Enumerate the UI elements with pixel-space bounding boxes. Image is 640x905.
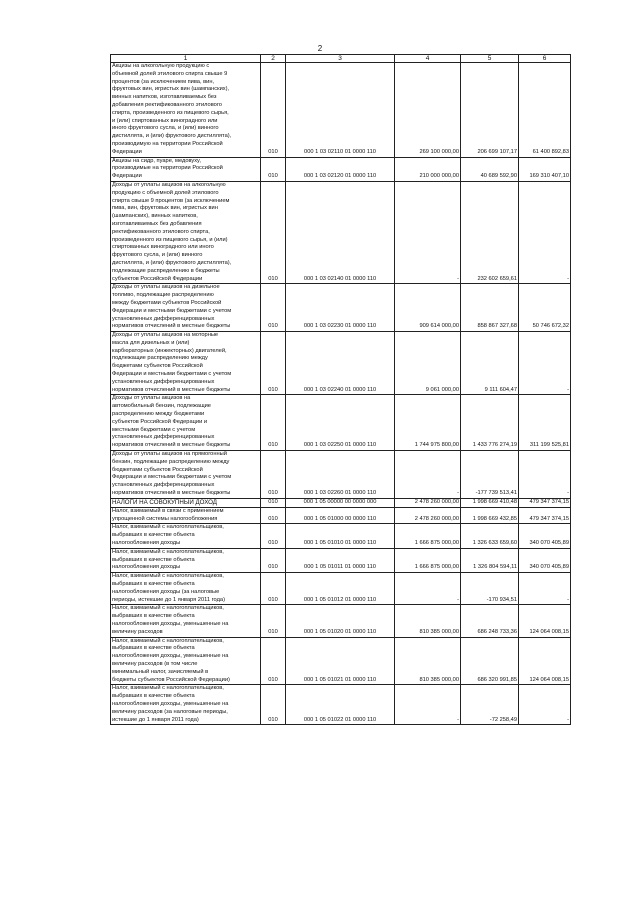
row-name — [111, 548, 261, 572]
row-name-line: Налог, взимаемый с налогоплательщиков, — [112, 605, 224, 612]
row-name-line: выбравших в качестве объекта — [112, 532, 195, 539]
row-name-line: минимальный налог, зачисляемый в — [112, 668, 209, 675]
row-fact-value: -170 934,51 — [461, 573, 519, 605]
row-name-line: пива, вин, фруктовых вин, игристых вин — [112, 205, 218, 212]
row-name-line: налогообложения доходы — [112, 540, 181, 547]
row-name-line: Доходы от уплаты акцизов на моторные — [112, 332, 219, 339]
row-name-line: величину расходов (за налоговые периоды, — [112, 708, 228, 715]
row-name-line: налогообложения доходы, уменьшенные на — [112, 700, 229, 707]
row-plan-value: 269 100 000,00 — [395, 63, 461, 158]
table-row — [111, 548, 571, 572]
row-name-line: Налог, взимаемый с налогоплательщиков, — [112, 524, 224, 531]
row-name-line: ректификованного этилового спирта, — [112, 228, 210, 235]
table-row — [111, 332, 571, 395]
row-name-line: Федерации и местными бюджетами с учетом — [112, 474, 232, 481]
row-name-line: топливо, подлежащие распределению — [112, 292, 214, 299]
table-row — [111, 284, 571, 332]
row-name-line: выбравших в качестве объекта — [112, 693, 195, 700]
row-name — [111, 507, 261, 524]
row-name-line: налогообложения доходы — [112, 564, 181, 571]
row-name-line: упрощенной системы налогообложения — [112, 515, 218, 522]
row-name-line: Налог, взимаемый с налогоплательщиков, — [112, 637, 224, 644]
table-row — [111, 157, 571, 181]
row-budget-code: 000 1 03 02260 01 0000 110 — [286, 451, 395, 499]
header-col-5: 5 — [461, 55, 519, 63]
row-fact-value: 40 689 592,90 — [461, 157, 519, 181]
row-name-line: налогообложения доходы (за налоговые — [112, 588, 220, 595]
row-name — [111, 685, 261, 725]
table-row — [111, 395, 571, 451]
row-name — [111, 605, 261, 637]
row-rest-value: - — [519, 573, 571, 605]
row-fact-value: 1 326 633 659,60 — [461, 524, 519, 548]
table-row — [111, 451, 571, 499]
row-name-line: производимую на территории Российской — [112, 140, 223, 147]
row-name-line: истекшие до 1 января 2011 года) — [112, 716, 199, 723]
row-name-line: нормативов отчислений в местные бюджеты — [112, 442, 231, 449]
row-fact-value: 1 326 804 594,11 — [461, 548, 519, 572]
table-row — [111, 507, 571, 524]
row-rest-value: 124 064 008,15 — [519, 637, 571, 685]
row-name — [111, 498, 261, 507]
row-name-line: Налог, взимаемый с налогоплательщиков, — [112, 685, 224, 692]
row-name-line: бюджеты субъектов Российской Федерации) — [112, 676, 230, 683]
row-name-line: между бюджетами субъектов Российской — [112, 299, 222, 306]
row-name-line: налогообложения доходы, уменьшенные на — [112, 620, 229, 627]
header-col-1: 1 — [111, 55, 261, 63]
row-budget-code: 000 1 03 02120 01 0000 110 — [286, 157, 395, 181]
row-name-line: продукцию с объемной долей этилового — [112, 189, 219, 196]
row-name-line: Доходы от уплаты акцизов на алкогольную — [112, 181, 226, 188]
table-row — [111, 498, 571, 507]
row-name-line: производимые на территории Российской — [112, 165, 223, 172]
row-budget-code: 000 1 03 02110 01 0000 110 — [286, 63, 395, 158]
row-budget-code: 000 1 05 01010 01 0000 110 — [286, 524, 395, 548]
row-rest-value: 340 070 405,89 — [519, 524, 571, 548]
row-fact-value: 686 248 733,36 — [461, 605, 519, 637]
table-row — [111, 637, 571, 685]
header-col-6: 6 — [519, 55, 571, 63]
row-line-code: 010 — [261, 284, 286, 332]
row-fact-value: 9 111 604,47 — [461, 332, 519, 395]
revenue-table — [110, 54, 571, 725]
row-fact-value: 206 699 107,17 — [461, 63, 519, 158]
table-row — [111, 573, 571, 605]
row-name-line: Федерации и местными бюджетами с учетом — [112, 307, 232, 314]
row-name-line: иного фруктового сусла, и (или) винного — [112, 125, 219, 132]
row-budget-code: 000 1 05 01012 01 0000 110 — [286, 573, 395, 605]
row-fact-value: -177 739 513,41 — [461, 451, 519, 499]
row-name-line: установленных дифференцированных — [112, 315, 215, 322]
row-line-code: 010 — [261, 605, 286, 637]
row-name-line: дистиллята, и (или) фруктового дистиллята), — [112, 133, 232, 140]
row-name-line: Федерации — [112, 173, 142, 180]
row-name-line: Налог, взимаемый в связи с применением — [112, 507, 224, 514]
row-plan-value: 2 478 260 000,00 — [395, 498, 461, 507]
row-line-code: 010 — [261, 573, 286, 605]
row-plan-value: 210 000 000,00 — [395, 157, 461, 181]
table-row — [111, 685, 571, 725]
row-name-line: дистиллята, и (или) фруктового дистиллята), — [112, 259, 232, 266]
row-name-line: объемной долей этилового спирта свыше 9 — [112, 70, 228, 77]
row-line-code: 010 — [261, 498, 286, 507]
row-rest-value: - — [519, 451, 571, 499]
row-rest-value: 479 347 374,15 — [519, 507, 571, 524]
row-rest-value: - — [519, 332, 571, 395]
row-budget-code: 000 1 05 01022 01 0000 110 — [286, 685, 395, 725]
row-budget-code: 000 1 05 00000 00 0000 000 — [286, 498, 395, 507]
table-body — [111, 63, 571, 725]
table-header-row — [111, 55, 571, 63]
row-name-line: выбравших в качестве объекта — [112, 613, 195, 620]
row-name-line: установленных дифференцированных — [112, 378, 215, 385]
row-line-code: 010 — [261, 548, 286, 572]
row-rest-value: - — [519, 685, 571, 725]
row-name-line: нормативов отчислений в местные бюджеты — [112, 490, 231, 497]
row-name-line: Доходы от уплаты акцизов на дизельное — [112, 284, 220, 291]
row-name-line: выбравших в качестве объекта — [112, 556, 195, 563]
row-name — [111, 284, 261, 332]
row-name — [111, 157, 261, 181]
row-name — [111, 524, 261, 548]
row-fact-value: 1 998 669 410,48 — [461, 498, 519, 507]
row-name-line: нормативов отчислений в местные бюджеты — [112, 386, 231, 393]
row-rest-value: 340 070 405,89 — [519, 548, 571, 572]
row-name-line: спирта, произведенного из пищевого сырья, — [112, 109, 229, 116]
row-rest-value: - — [519, 181, 571, 283]
row-rest-value: 169 310 407,10 — [519, 157, 571, 181]
row-plan-value: 1 666 875 000,00 — [395, 548, 461, 572]
row-name-line: налогообложения доходы, уменьшенные на — [112, 653, 229, 660]
row-rest-value: 61 400 892,83 — [519, 63, 571, 158]
row-name-line: бюджетами субъектов Российской — [112, 466, 203, 473]
row-line-code: 010 — [261, 395, 286, 451]
row-name-line: Акцизы на алкогольную продукцию с — [112, 63, 210, 69]
row-name-line: Налог, взимаемый с налогоплательщиков, — [112, 573, 224, 580]
row-name-line: винных напитков, изготавливаемых без — [112, 94, 217, 101]
row-budget-code: 000 1 05 01020 01 0000 110 — [286, 605, 395, 637]
row-name-line: Федерации — [112, 148, 142, 155]
row-line-code: 010 — [261, 637, 286, 685]
row-budget-code: 000 1 03 02250 01 0000 110 — [286, 395, 395, 451]
row-name-line: изготавливаемых без добавления — [112, 220, 202, 227]
row-fact-value: 686 320 991,85 — [461, 637, 519, 685]
row-fact-value: 858 867 327,68 — [461, 284, 519, 332]
row-name-line: НАЛОГИ НА СОВОКУПНЫЙ ДОХОД — [112, 498, 217, 506]
row-fact-value: -72 258,49 — [461, 685, 519, 725]
row-name-line: автомобильный бензин, подлежащие — [112, 403, 211, 410]
row-name-line: субъектов Российской Федерации и — [112, 418, 207, 425]
row-fact-value: 1 433 776 274,19 — [461, 395, 519, 451]
row-plan-value: - — [395, 573, 461, 605]
row-name-line: и (или) спиртованных виноградного или — [112, 117, 218, 124]
row-name-line: бюджетами субъектов Российской — [112, 363, 203, 370]
row-name-line: спирта свыше 9 процентов (за исключением — [112, 197, 230, 204]
row-budget-code: 000 1 03 02230 01 0000 110 — [286, 284, 395, 332]
row-name-line: масла для дизельных и (или) — [112, 339, 190, 346]
row-name — [111, 181, 261, 283]
row-name-line: установленных дифференцированных — [112, 434, 215, 441]
row-name — [111, 451, 261, 499]
row-name-line: периоды, истекшие до 1 января 2011 года) — [112, 596, 225, 603]
row-budget-code: 000 1 03 02240 01 0000 110 — [286, 332, 395, 395]
row-name-line: (шампанских), винных напитков, — [112, 213, 198, 220]
row-line-code: 010 — [261, 157, 286, 181]
row-budget-code: 000 1 05 01000 00 0000 110 — [286, 507, 395, 524]
row-plan-value: - — [395, 451, 461, 499]
row-rest-value: 124 064 008,15 — [519, 605, 571, 637]
row-line-code: 010 — [261, 524, 286, 548]
row-plan-value: - — [395, 181, 461, 283]
row-line-code: 010 — [261, 181, 286, 283]
row-fact-value: 1 998 669 432,85 — [461, 507, 519, 524]
row-budget-code: 000 1 05 01021 01 0000 110 — [286, 637, 395, 685]
row-plan-value: 2 478 260 000,00 — [395, 507, 461, 524]
row-name-line: выбравших в качестве объекта — [112, 581, 195, 587]
row-name-line: нормативов отчислений в местные бюджеты — [112, 323, 231, 330]
row-name-line: Доходы от уплаты акцизов на — [112, 395, 191, 402]
row-name-line: фруктовых вин, игристых вин (шампанских), — [112, 86, 230, 93]
header-col-2: 2 — [261, 55, 286, 63]
row-line-code: 010 — [261, 332, 286, 395]
row-name-line: фруктового сусла, и (или) винного — [112, 252, 203, 259]
table-row — [111, 63, 571, 158]
row-name-line: Федерации и местными бюджетами с учетом — [112, 371, 232, 378]
row-plan-value: 9 061 000,00 — [395, 332, 461, 395]
row-name — [111, 332, 261, 395]
row-name-line: Доходы от уплаты акцизов на прямогонный — [112, 451, 227, 458]
row-name-line: бензин, подлежащие распределению между — [112, 458, 230, 465]
row-plan-value: 1 744 975 800,00 — [395, 395, 461, 451]
row-budget-code: 000 1 03 02140 01 0000 110 — [286, 181, 395, 283]
table-row — [111, 605, 571, 637]
row-name-line: спиртованных виноградного или иного — [112, 244, 214, 251]
row-name-line: величину расходов — [112, 628, 163, 635]
row-line-code: 010 — [261, 507, 286, 524]
row-plan-value: 1 666 875 000,00 — [395, 524, 461, 548]
row-fact-value: 232 602 659,61 — [461, 181, 519, 283]
row-name-line: установленных дифференцированных — [112, 482, 215, 489]
row-name — [111, 637, 261, 685]
row-name-line: процентов (за исключением пива, вин, — [112, 78, 215, 85]
row-rest-value: 479 347 374,15 — [519, 498, 571, 507]
row-plan-value: 810 385 000,00 — [395, 637, 461, 685]
row-plan-value: 909 614 000,00 — [395, 284, 461, 332]
row-name-line: распределению между бюджетами — [112, 411, 205, 418]
table-row — [111, 181, 571, 283]
row-name-line: Налог, взимаемый с налогоплательщиков, — [112, 548, 224, 555]
header-col-3: 3 — [286, 55, 395, 63]
row-name-line: величину расходов (в том числе — [112, 660, 198, 667]
row-rest-value: 50 746 672,32 — [519, 284, 571, 332]
row-line-code: 010 — [261, 685, 286, 725]
row-name-line: произведенного из пищевого сырья, и (или) — [112, 236, 228, 243]
row-name-line: подлежащие распределению в бюджеты — [112, 267, 220, 274]
row-name-line: добавления ректификованного этилового — [112, 101, 222, 108]
row-plan-value: - — [395, 685, 461, 725]
row-name — [111, 573, 261, 605]
row-name-line: выбравших в качестве объекта — [112, 645, 195, 652]
row-rest-value: 311 199 525,81 — [519, 395, 571, 451]
table-row — [111, 524, 571, 548]
row-line-code: 010 — [261, 63, 286, 158]
row-name-line: карбюраторных (инжекторных) двигателей, — [112, 347, 227, 354]
row-name-line: подлежащие распределению между — [112, 355, 208, 362]
row-name — [111, 63, 261, 158]
row-name-line: Акцизы на сидр, пуаре, медовуху, — [112, 157, 201, 164]
row-name-line: местными бюджетами с учетом — [112, 426, 196, 433]
header-col-4: 4 — [395, 55, 461, 63]
row-name — [111, 395, 261, 451]
row-plan-value: 810 385 000,00 — [395, 605, 461, 637]
row-budget-code: 000 1 05 01011 01 0000 110 — [286, 548, 395, 572]
row-name-line: субъектов Российской Федерации — [112, 275, 203, 282]
page-number: 2 — [317, 44, 323, 53]
row-line-code: 010 — [261, 451, 286, 499]
